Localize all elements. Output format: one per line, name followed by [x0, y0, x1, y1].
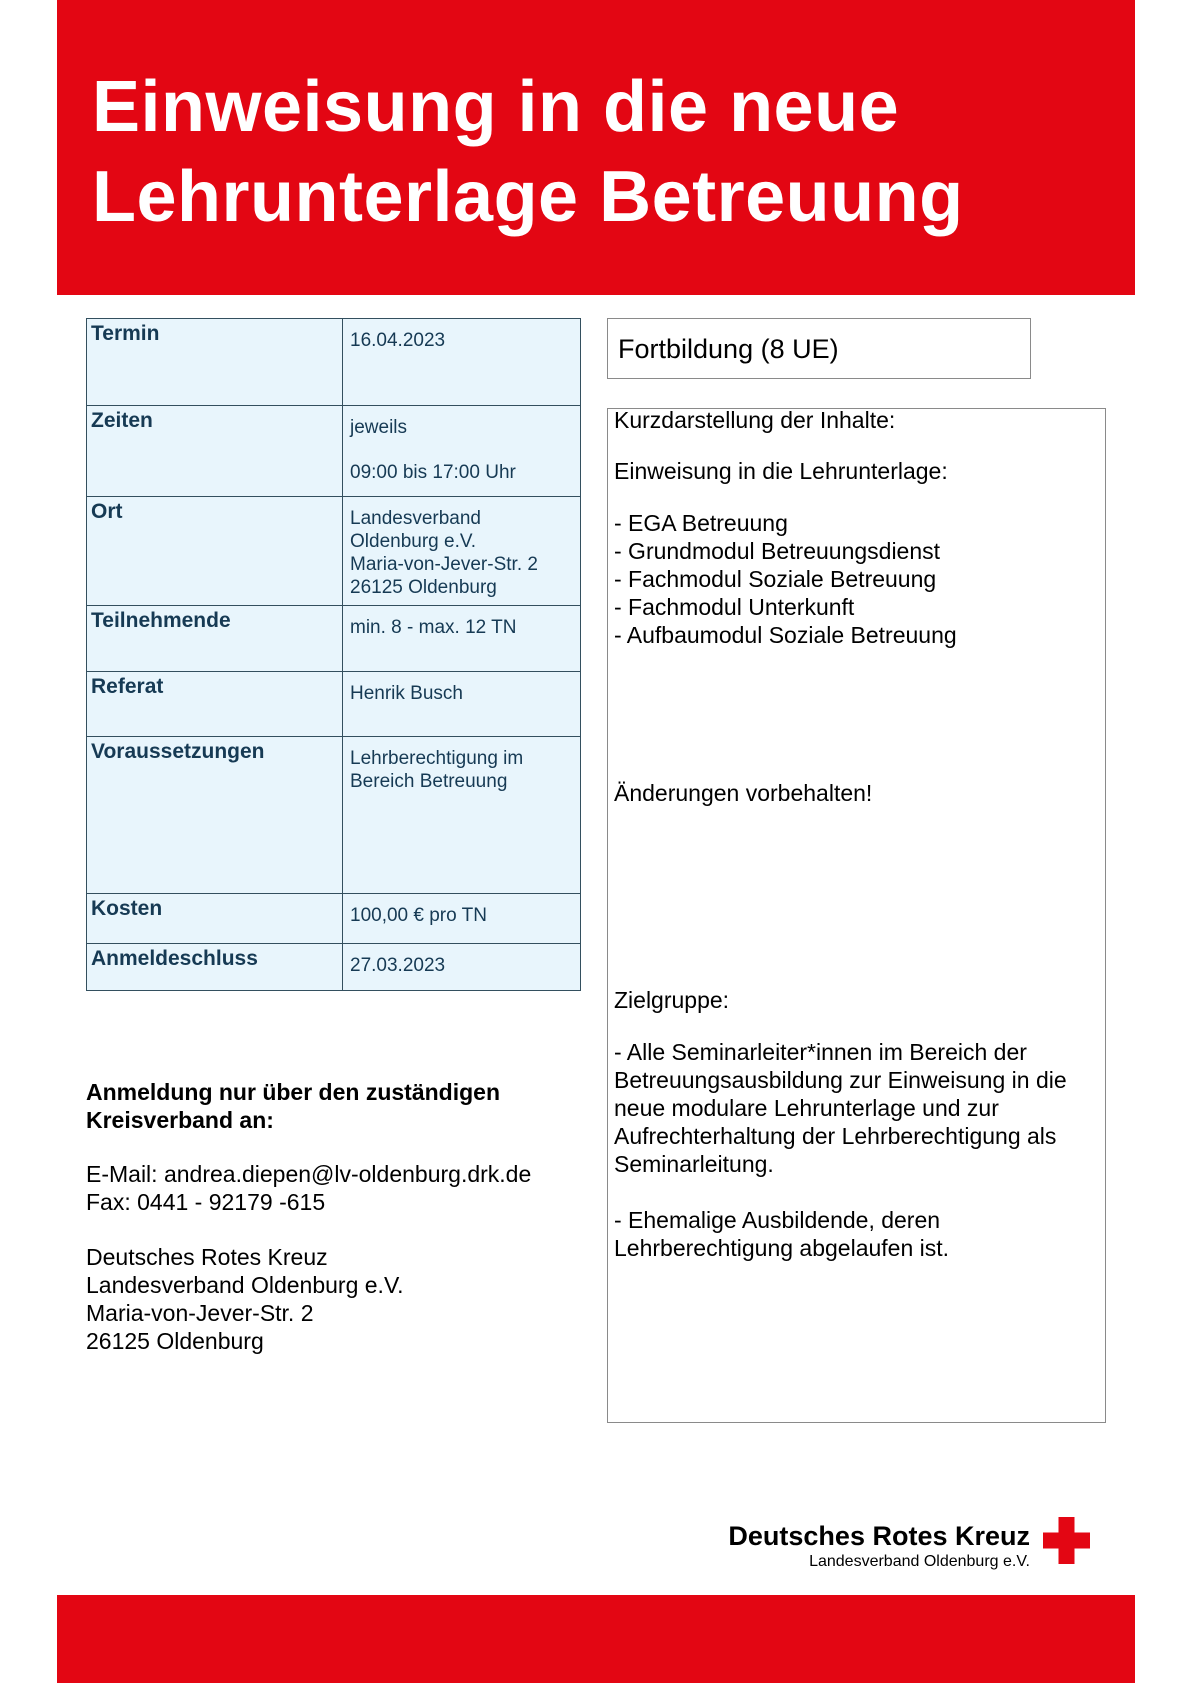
address-line: Landesverband Oldenburg e.V.	[86, 1272, 404, 1298]
target-item-list	[614, 1038, 1099, 1262]
target-item-line: - Alle Seminarleiter*innen im Bereich der	[614, 1039, 1027, 1065]
footer-band	[57, 1595, 1135, 1683]
content-item: - Grundmodul Betreuungsdienst	[614, 538, 941, 564]
address-line: 26125 Oldenburg	[86, 1328, 264, 1354]
info-value-line	[350, 439, 574, 461]
course-type-box: Fortbildung (8 UE)	[607, 318, 1031, 379]
info-value-line: jeweils	[350, 417, 408, 438]
registration-email[interactable]: E-Mail: andrea.diepen@lv-oldenburg.drk.de	[86, 1161, 532, 1187]
info-row	[87, 319, 581, 406]
page-title	[92, 62, 964, 242]
registration-heading-line-2: Kreisverband an:	[86, 1107, 274, 1133]
content-item: - EGA Betreuung	[614, 510, 788, 536]
info-value	[343, 606, 581, 672]
target-heading: Zielgruppe:	[614, 987, 730, 1013]
address-line: Deutsches Rotes Kreuz	[86, 1244, 328, 1270]
info-value	[343, 737, 581, 894]
info-value-line: min. 8 - max. 12 TN	[350, 617, 517, 638]
content-box	[607, 408, 1106, 1423]
logo-subtitle: Landesverband Oldenburg e.V.	[809, 1553, 1030, 1570]
address-line: Maria-von-Jever-Str. 2	[86, 1300, 314, 1326]
info-label: Zeiten	[87, 406, 343, 497]
info-value	[343, 894, 581, 944]
registration-heading	[86, 1078, 606, 1134]
target-item-line: - Ehemalige Ausbildende, deren	[614, 1207, 941, 1233]
info-value-line: Landesverband	[350, 508, 481, 529]
info-value-line: Bereich Betreuung	[350, 771, 508, 792]
target-group-block	[614, 986, 1099, 1262]
info-row	[87, 672, 581, 737]
info-value	[343, 319, 581, 406]
content-heading: Kurzdarstellung der Inhalte:	[614, 407, 896, 433]
info-label: Termin	[87, 319, 343, 406]
title-line-2: Lehrunterlage Betreuung	[92, 157, 964, 237]
info-value-line: 16.04.2023	[350, 330, 446, 351]
info-label: Kosten	[87, 894, 343, 944]
info-table	[86, 318, 581, 991]
drk-logo	[700, 1515, 1090, 1575]
info-row	[87, 737, 581, 894]
info-label: Voraussetzungen	[87, 737, 343, 894]
info-label: Referat	[87, 672, 343, 737]
info-row	[87, 406, 581, 497]
info-value-line: Henrik Busch	[350, 683, 463, 704]
content-item: - Fachmodul Unterkunft	[614, 594, 855, 620]
target-item-line: Betreuungsausbildung zur Einweisung in die	[614, 1067, 1067, 1093]
info-value	[343, 406, 581, 497]
info-value	[343, 672, 581, 737]
info-value	[343, 944, 581, 991]
registration-address	[86, 1243, 606, 1355]
info-row	[87, 606, 581, 672]
info-value-line: Lehrberechtigung im	[350, 748, 524, 769]
info-table-body	[87, 319, 581, 991]
info-row	[87, 894, 581, 944]
content-top-block	[614, 394, 1099, 649]
info-value-line: Maria-von-Jever-Str. 2	[350, 554, 538, 575]
info-row	[87, 497, 581, 606]
target-item-line: Seminarleitung.	[614, 1151, 774, 1177]
info-value-line: 26125 Oldenburg	[350, 577, 497, 598]
info-row	[87, 944, 581, 991]
info-value-line: 100,00 € pro TN	[350, 905, 487, 926]
logo-name: Deutsches Rotes Kreuz	[728, 1521, 1030, 1551]
info-label: Ort	[87, 497, 343, 606]
content-item: - Aufbaumodul Soziale Betreuung	[614, 622, 957, 648]
registration-fax: Fax: 0441 - 92179 -615	[86, 1189, 326, 1215]
target-item	[614, 1038, 1099, 1178]
info-value-line: 27.03.2023	[350, 955, 446, 976]
content-item: - Fachmodul Soziale Betreuung	[614, 566, 937, 592]
target-item-line: neue modulare Lehrunterlage und zur	[614, 1095, 999, 1121]
info-label: Anmeldeschluss	[87, 944, 343, 991]
info-value	[343, 497, 581, 606]
content-item-list	[614, 509, 1099, 649]
red-cross-icon	[1043, 1517, 1090, 1564]
registration-heading-line-1: Anmeldung nur über den zuständigen	[86, 1079, 500, 1105]
target-item-line: Lehrberechtigung abgelaufen ist.	[614, 1235, 950, 1261]
info-value-line: 09:00 bis 17:00 Uhr	[350, 462, 516, 483]
content-intro: Einweisung in die Lehrunterlage:	[614, 458, 948, 484]
info-value-line: Oldenburg e.V.	[350, 531, 477, 552]
content-notice: Änderungen vorbehalten!	[614, 780, 873, 806]
title-line-1: Einweisung in die neue	[92, 67, 900, 147]
target-item	[614, 1206, 1099, 1262]
registration-block	[86, 1078, 606, 1355]
info-label: Teilnehmende	[87, 606, 343, 672]
target-item-line: Aufrechterhaltung der Lehrberechtigung als	[614, 1123, 1057, 1149]
